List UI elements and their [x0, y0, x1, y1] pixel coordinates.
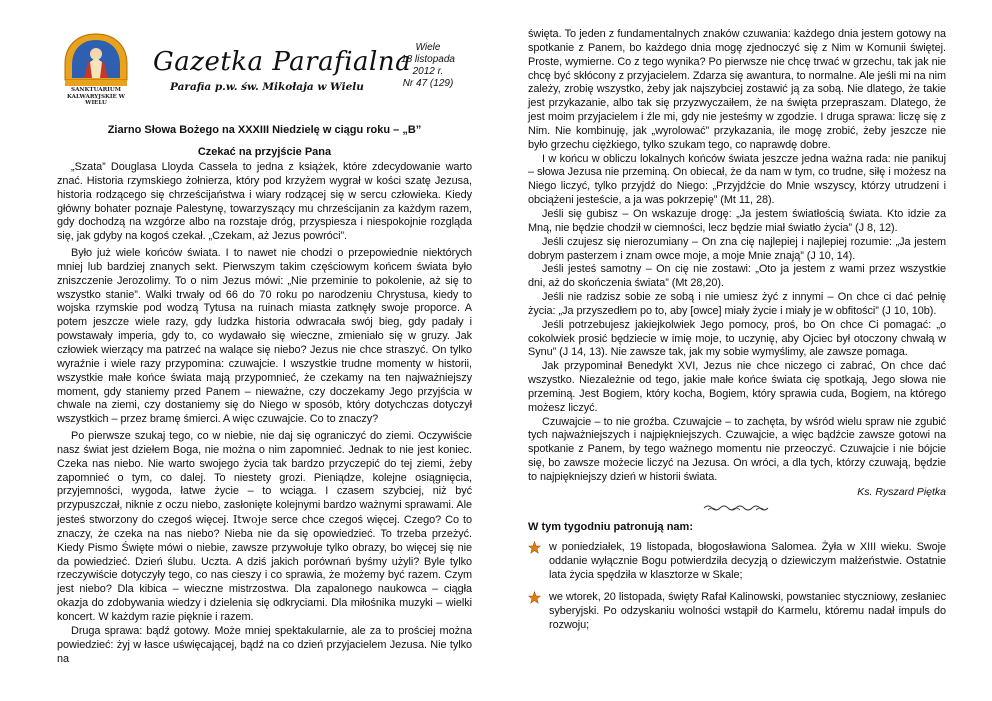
issue-number: Nr 47 (129)	[402, 78, 454, 89]
left-column	[57, 161, 472, 666]
paragraph	[57, 430, 472, 625]
paragraph: Jeśli się gubisz – On wskazuje drogę: „Ja jestem światłością świata. Kto idzie za Mną, nie będzie chodził w ciemności, lecz będzie miał światło życia” (J 8, 12).	[528, 207, 946, 234]
right-column	[528, 28, 946, 642]
article-author: Ks. Ryszard Piętka	[857, 485, 946, 498]
paragraph: Było już wiele końców świata. I to nawet nie chodzi o przepowiednie niektórych mniej lub bardziej znanych sekt. Pierwszym takim częściowym końcem świata było zniszczenie Jerozolimy. To o nim Jezus mówi: „Nie przeminie to pokolenie, aż się to wszystko stanie”. Walki trwały od 66 do 70 roku po narodzeniu Chrystusa, kiedy to wojska rzymskie pod wodzą Tytusa na ruinach miasta zatknęły swoje proporce. A potem jeszcze wiele razy, gdy ludzka historia odwracała swój bieg, gdy padały i powstawały imperia, gdy to, co wydawało się wieczne, zmieniało się w gruzy. Jak człowiek wierzący ma patrzeć na walące się niebo? Jezus nie chce straszyć. On tylko wyraźnie i wiele razy przypomina: czuwajcie. I wszystkie trudne momenty w historii, wszystkie małe końce świata mają przypomnieć, że czekamy na ten najważniejszy moment, gdy staniemy przed Panem – nieważne, czy doczekamy Jego przyjścia w chwale na ziemi, czy dostaniemy się do Niego w sposób, który dotychczas dotyczył wszystkich – przez bramę śmierci. A więc czuwajcie. Co to znaczy?	[57, 247, 472, 426]
paragraph: święta. To jeden z fundamentalnych znaków czuwania: każdego dnia jestem gotowy na spotkanie z Panem, bo każdego dnia mogę zjednoczyć się z Nim w Komunii świętej. Proste, wymierne. Co z tego wynika? Po pierwsze nie chcę trwać w grzechu, tak jak nie chcę być skłócony z przyjacielem. Zdarza się awantura, to normalne. Ale jeśli mi na nim zależy, zrobię wszystko, żeby jak najszybciej zostawić ją za sobą. Nie dlatego, że takie jest przykazanie, albo tak się przyzwyczaiłem, że na święta przepraszam. Dlatego, że jest moim przyjacielem i źle mi, gdy nie jesteśmy w zgodzie. I druga sprawa: liczę się z Nim. Nie kombinuję, jak „wyrolować” przykazania, ile mogę zrobić, żeby jeszcze nie było grzechu ciężkiego, tylko szukam tego, co naprawdę dobre.	[528, 28, 946, 151]
paragraph: Jeśli nie radzisz sobie ze sobą i nie umiesz żyć z innymi – On chce ci dać pełnię życia: „Ja przyszedłem po to, aby [owce] miały życie i miały je w obfitości” (J 10, 10b).	[528, 291, 946, 317]
list-item	[528, 591, 946, 633]
paragraph: Jak przypominał Benedykt XVI, Jezus nie chce niczego ci zabrać, On chce dać wszystko. Niezależnie od tego, jakie małe końce świata cię spotkają, Jego słowa nie przeminą. Jest Bogiem, który kocha, Bogiem, który sprawia cuda, Bogiem, na którego możesz liczyć.	[528, 360, 946, 414]
issue-date: 18 listopada	[401, 54, 455, 65]
logo-text: SANKTUARIUM KALWARYJSKIE W WIELU	[67, 87, 125, 107]
paragraph: Druga sprawa: bądź gotowy. Może mniej spektakularnie, ale za to prościej można powiedzieć: żyj w łasce uświęcającej, bądź na co dzień przyjacielem Jezusa. Nie tylko na	[57, 624, 472, 665]
paragraph: „Szata” Douglasa Lloyda Cassela to jedna z książek, które zdecydowanie warto znać. Historia rzymskiego żołnierza, który pod krzyżem wygrał w kości szatę Jezusa, historia rodzącego się chrześcijaństwa i wiary rodzącej się w sercu człowieka. Kiedy główny bohater poznaje Palestynę, towarzyszący mu chrześcijanin za każdym razem, gdy dochodzą na wzgórze albo na rozstaje dróg, przyspiesza i niespokojnie rozgląda się, jak gdyby na kogoś czekał. „Czekam, aż Jezus powróci”.	[57, 161, 472, 243]
paragraph: I w końcu w obliczu lokalnych końców świata jeszcze jedna ważna rada: nie panikuj – słowa Jezusa nie przeminą. On obiecał, że da nam w tym, co trudne, siłę i możesz na Niego liczyć, tylko przyjdź do Niego: „Przyjdźcie do Mnie wszyscy, którzy utrudzeni i obciążeni jesteście, a ja was pokrzepię” (Mt 11, 28).	[528, 152, 946, 207]
issue-year: 2012 r.	[412, 66, 444, 77]
paragraph: Jeśli czujesz się nierozumiany – On zna cię najlepiej i najlepiej rozumie: „Ja jestem dobrym pasterzem i znam owce moje, a moje Mnie znają” (J 10, 14).	[528, 235, 946, 262]
ornament-divider-icon	[528, 504, 946, 515]
inline-word: Itwoje	[233, 513, 268, 527]
issue-info	[393, 42, 463, 90]
paragraph: Czuwajcie – to nie groźba. Czuwajcie – to zachęta, by wśród wielu spraw nie zgubić tych najważniejszych i najpiękniejszych. Czuwajcie, a więc bądźcie zawsze gotowi na spotkanie z Panem, by tego ważnego momentu nie przeoczyć. Czuwajcie i nie bójcie się, bo zawsze możecie liczyć na Jezusa. On wróci, a dla tych, którzy czuwają, będzie to najpiękniejszy dzień w historii świata.	[528, 415, 946, 483]
star-bullet-icon	[528, 541, 541, 554]
paragraph-text: Po pierwsze szukaj tego, co w niebie, nie daj się ograniczyć do ziemi. Oczywiście nasz świat jest dziełem Boga, nie można o nim zapomnieć. Jednak to nie jest koniec. Czeka nas niebo. Nie warto swojego życia tak bardzo przyczepić do tej ziemi, żeby zapomnieć o tym, co dalej. To niestety grozi. Pieniądze, kolejne osiągnięcia, przyjemności, wygoda, łatwe życie – to wciąga. I czasem szybciej, niż być przypuszczał, niknie z oczu niebo, zasłonięte kolejnymi bardzo ważnymi sprawami. Ale jesteś stworzony do czegoś więcej.	[57, 430, 472, 527]
paragraph: Jeśli jesteś samotny – On cię nie zostawi: „Oto ja jestem z wami przez wszystkie dni, aż do skończenia świata” (Mt 28,20).	[528, 263, 946, 290]
star-bullet-icon	[528, 591, 541, 604]
patron-text: we wtorek, 20 listopada, święty Rafał Kalinowski, powstaniec styczniowy, zesłaniec syberyjski. Po odzyskaniu wolności wstąpił do Karmelu, któremu nadał impuls do rozwoju;	[549, 591, 946, 632]
article-heading: Ziarno Słowa Bożego na XXXIII Niedzielę w ciągu roku – „B”	[107, 124, 422, 136]
paragraph-text: serce chce czegoś więcej. Czego? Co to znaczy, że czeka na nas niebo? Nieba nie da się opowiedzieć. To trzeba przeżyć. Kiedy Pismo Święte mówi o niebie, zawsze przywołuje tylko obrazy, bo więcej się nie da powiedzieć. Dzień ślubu. Uczta. A dziś jakich porównań byśmy użyli? Byle tylko rzeczywiście dotyczyły tego, co nas cieszy i co sprawia, że możemy być razem. Czym jest niebo? Dla kibica – wieczne mistrzostwa. Dla zapalonego naukowca – ciągła okazja do zdobywania wiedzy i dzielenia się odkryciami. Dla miłośnika muzyki – wielki koncert. W każdym razie pięknie i razem.	[57, 514, 472, 623]
masthead-title: Gazetka Parafialna	[153, 47, 412, 77]
article-title: Czekać na przyjście Pana	[197, 146, 332, 158]
issue-place: Wiele	[415, 42, 441, 53]
paragraph: Jeśli potrzebujesz jakiejkolwiek Jego pomocy, proś, bo On chce Ci pomagać: „o cokolwiek prosić będziecie w imię moje, to uczynię, aby Ojciec był otoczony chwałą w Synu” (J 14, 13). Nie zawsze tak, jak my sobie wymyślimy, ale zawsze pomaga.	[528, 318, 946, 359]
masthead-subtitle: Parafia p.w. św. Mikołaja w Wielu	[170, 81, 364, 93]
sanctuary-logo-icon	[57, 32, 135, 112]
patron-text: w poniedziałek, 19 listopada, błogosławiona Salomea. Żyła w XIII wieku. Swoje oddanie wyłącznie Bogu potwierdziła decyzją o dziewiczym małżeństwie. Ostatnie lata życia spędziła w klasztorze w Skale;	[549, 540, 946, 581]
patrons-heading: W tym tygodniu patronują nam:	[528, 520, 693, 533]
list-item	[528, 541, 946, 583]
